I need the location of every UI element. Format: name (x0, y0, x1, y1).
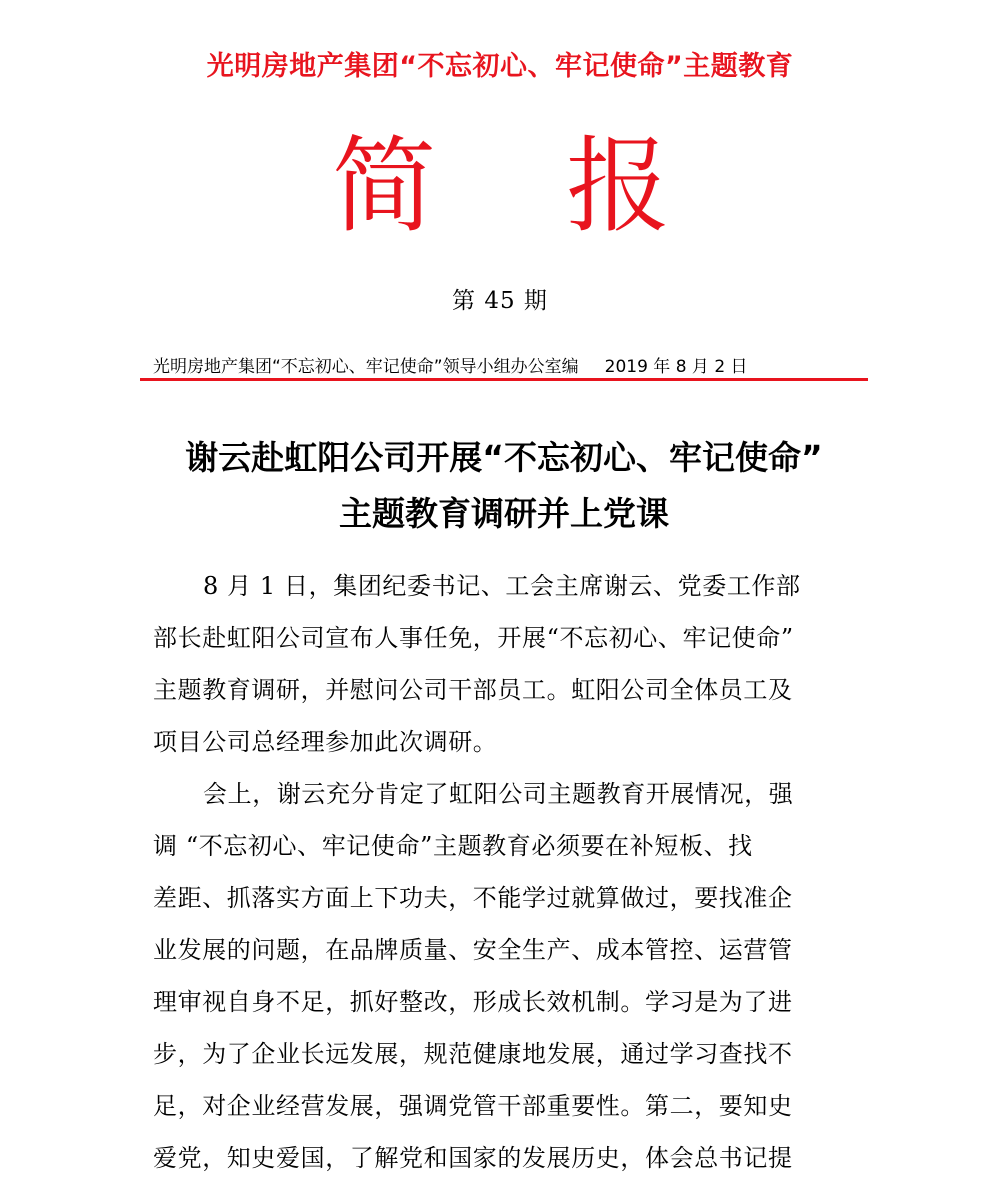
article-title (140, 430, 868, 542)
body-line: 爱党，知史爱国，了解党和国家的发展历史，体会总书记提 (153, 1144, 793, 1172)
body-line: 项目公司总经理参加此次调研。 (153, 728, 498, 756)
editor-line (153, 352, 748, 377)
publish-date: 2019 年 8 月 2 日 (604, 357, 748, 377)
article-body (153, 560, 853, 1184)
body-line: 部长赴虹阳公司宣布人事任免，开展“不忘初心、牢记使命” (153, 624, 794, 652)
body-line: 业发展的问题，在品牌质量、安全生产、成本管控、运营管 (153, 936, 793, 964)
masthead-char-jian: 简 (332, 125, 437, 247)
body-line: 理审视自身不足，抓好整改，形成长效机制。学习是为了进 (153, 988, 793, 1016)
masthead (0, 126, 1000, 246)
body-line: 足，对企业经营发展，强调党管干部重要性。第二，要知史 (153, 1092, 793, 1120)
masthead-char-bao: 报 (566, 125, 671, 247)
article-title-line: 主题教育调研并上党课 (339, 494, 669, 533)
body-line: 调 “不忘初心、牢记使命”主题教育必须要在补短板、找 (153, 832, 753, 860)
article-title-line: 谢云赴虹阳公司开展“不忘初心、牢记使命” (185, 438, 823, 477)
body-line: 步，为了企业长远发展，规范健康地发展，通过学习查找不 (153, 1040, 793, 1068)
editor-name: 光明房地产集团“不忘初心、牢记使命”领导小组办公室编 (153, 357, 579, 377)
org-title: 光明房地产集团“不忘初心、牢记使命”主题教育 (206, 51, 794, 82)
body-line: 主题教育调研，并慰问公司干部员工。虹阳公司全体员工及 (153, 676, 793, 704)
body-line: 差距、抓落实方面上下功夫，不能学过就算做过，要找准企 (153, 884, 793, 912)
issue-number: 第 45 期 (452, 288, 548, 314)
red-divider (140, 378, 868, 381)
body-line: 会上，谢云充分肯定了虹阳公司主题教育开展情况，强 (203, 780, 794, 808)
body-line: 8 月 1 日，集团纪委书记、工会主席谢云、党委工作部 (203, 572, 801, 600)
